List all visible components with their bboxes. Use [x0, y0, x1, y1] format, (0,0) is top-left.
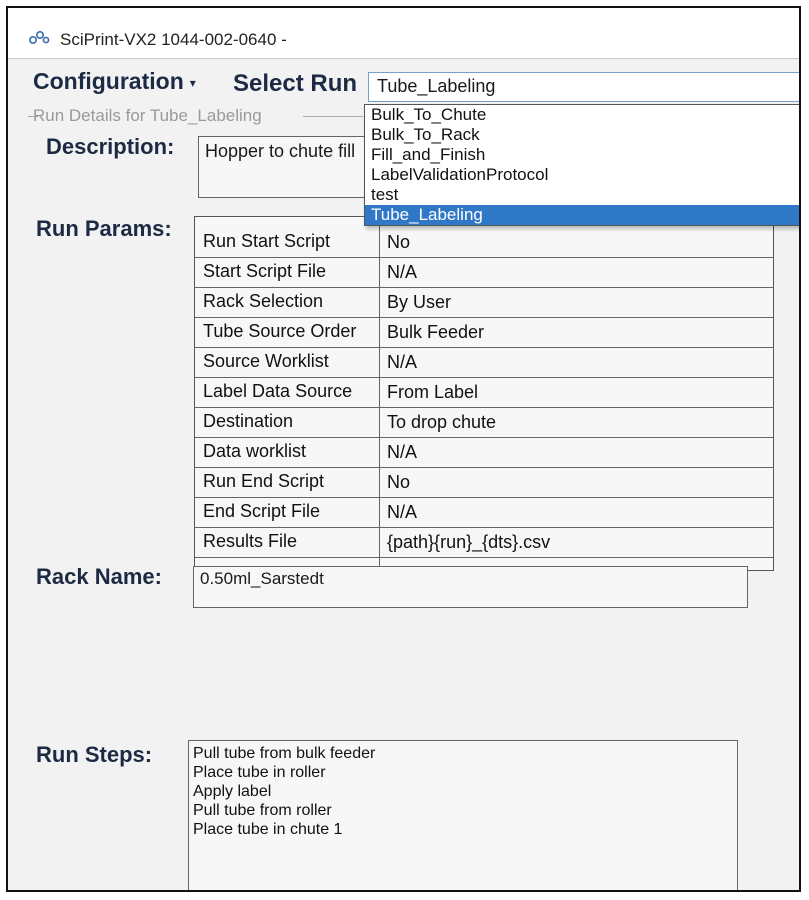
table-row[interactable] [195, 347, 773, 378]
run-option[interactable]: Bulk_To_Rack [371, 125, 480, 144]
description-field[interactable]: Hopper to chute fill [198, 136, 378, 198]
table-row[interactable] [195, 377, 773, 408]
run-steps-label: Run Steps: [36, 742, 153, 767]
title-bar [8, 8, 799, 59]
param-value: From Label [387, 382, 479, 402]
table-row[interactable] [195, 317, 773, 348]
configuration-menu-label: Configuration [33, 68, 184, 94]
list-item: Pull tube from bulk feeder [193, 745, 376, 762]
select-run-label: Select Run [233, 70, 358, 97]
list-item: Apply label [193, 783, 272, 800]
run-details-group-title: Run Details for Tube_Labeling [33, 106, 262, 125]
param-name: Source Worklist [203, 351, 329, 371]
table-row[interactable] [195, 287, 773, 318]
param-name: Start Script File [203, 261, 327, 281]
param-value: {path}{run}_{dts}.csv [387, 532, 551, 552]
param-value: N/A [387, 442, 418, 462]
rack-name-label: Rack Name: [36, 564, 162, 589]
param-name: Tube Source Order [203, 321, 357, 341]
param-name: Run End Script [203, 471, 325, 491]
list-item: Place tube in roller [193, 764, 326, 781]
param-value: N/A [387, 502, 418, 522]
param-value: Bulk Feeder [387, 322, 485, 342]
table-row[interactable] [195, 227, 773, 258]
table-row[interactable] [195, 257, 773, 288]
param-name: Results File [203, 531, 298, 551]
run-option[interactable]: test [371, 185, 399, 204]
run-dropdown-list [364, 104, 801, 226]
run-params-label: Run Params: [36, 216, 172, 241]
run-option[interactable]: Fill_and_Finish [371, 145, 486, 164]
param-value: No [387, 232, 411, 252]
menu-bar [8, 60, 799, 104]
param-name: Label Data Source [203, 381, 353, 401]
chevron-down-icon: ▾ [189, 75, 196, 90]
param-value: No [387, 472, 411, 492]
window-title: SciPrint-VX2 1044-002-0640 - [60, 30, 287, 49]
table-row[interactable] [195, 407, 773, 438]
rack-name-field[interactable]: 0.50ml_Sarstedt [193, 566, 748, 608]
param-value: N/A [387, 352, 418, 372]
param-name: Rack Selection [203, 291, 324, 311]
run-option[interactable]: Bulk_To_Chute [371, 105, 487, 124]
run-params-table [194, 216, 774, 571]
param-value: By User [387, 292, 452, 312]
table-row[interactable] [195, 527, 773, 558]
table-row[interactable] [195, 437, 773, 468]
list-item: Pull tube from roller [193, 802, 332, 819]
group-border [303, 116, 363, 117]
configuration-menu[interactable] [33, 68, 196, 95]
param-name: End Script File [203, 501, 321, 521]
param-name: Data worklist [203, 441, 307, 461]
run-select-combobox[interactable]: Tube_Labeling [368, 72, 801, 102]
run-steps-list[interactable] [188, 740, 738, 892]
param-name: Destination [203, 411, 294, 431]
app-logo-icon [28, 28, 50, 46]
param-name: Run Start Script [203, 231, 331, 251]
run-option[interactable]: LabelValidationProtocol [371, 165, 549, 184]
run-option-selected[interactable]: Tube_Labeling [365, 205, 801, 225]
param-value: N/A [387, 262, 418, 282]
app-window [6, 6, 801, 892]
table-row[interactable] [195, 467, 773, 498]
table-row[interactable] [195, 497, 773, 528]
param-value: To drop chute [387, 412, 497, 432]
list-item: Place tube in chute 1 [193, 821, 343, 838]
description-label: Description: [46, 134, 175, 159]
